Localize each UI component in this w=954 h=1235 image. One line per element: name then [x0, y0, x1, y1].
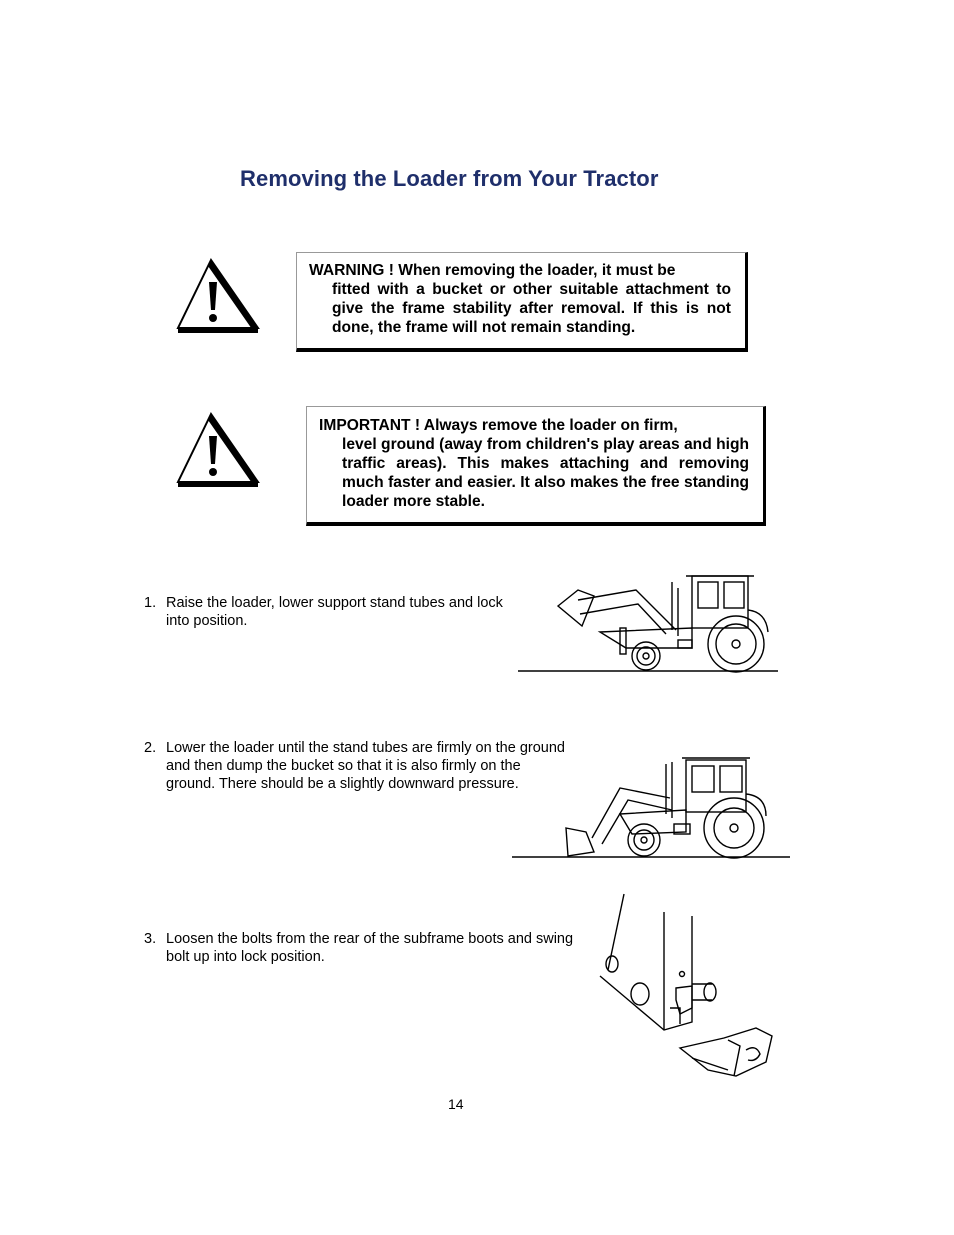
warning-triangle-icon	[174, 410, 262, 490]
step-text: Raise the loader, lower support stand tubes and lock into position.	[166, 595, 503, 629]
step-text: Loosen the bolts from the rear of the subframe boots and swing bolt up into lock position.	[166, 931, 574, 965]
step-number: 1.	[144, 595, 157, 611]
warning-continuation: fitted with a bucket or other suitable attachment to give the frame stability after removal. If this is not done, the frame will not remain standing.	[332, 281, 731, 336]
step-number: 3.	[144, 931, 157, 947]
warning-notice	[296, 252, 748, 352]
subframe-boot-bolt-figure	[596, 890, 782, 1086]
tractor-loader-lowered-figure	[510, 752, 792, 862]
step-text: Lower the loader until the stand tubes are firmly on the ground and then dump the bucket so that it is also firmly on the ground. There should be a slightly downward pressure.	[166, 740, 565, 792]
important-first-line: IMPORTANT ! Always remove the loader on firm,	[319, 417, 678, 434]
important-continuation: level ground (away from children's play areas and high traffic areas). This makes attaching and removing much faster and easier. It also makes the free standing loader more stable.	[342, 436, 749, 510]
warning-first-line: WARNING ! When removing the loader, it must be	[309, 262, 676, 279]
step-number: 2.	[144, 740, 157, 756]
warning-triangle-icon	[174, 256, 262, 336]
page-title: Removing the Loader from Your Tractor	[240, 166, 659, 191]
page-number: 14	[448, 1096, 464, 1112]
tractor-loader-raised-figure	[516, 570, 780, 676]
important-notice	[306, 406, 766, 526]
